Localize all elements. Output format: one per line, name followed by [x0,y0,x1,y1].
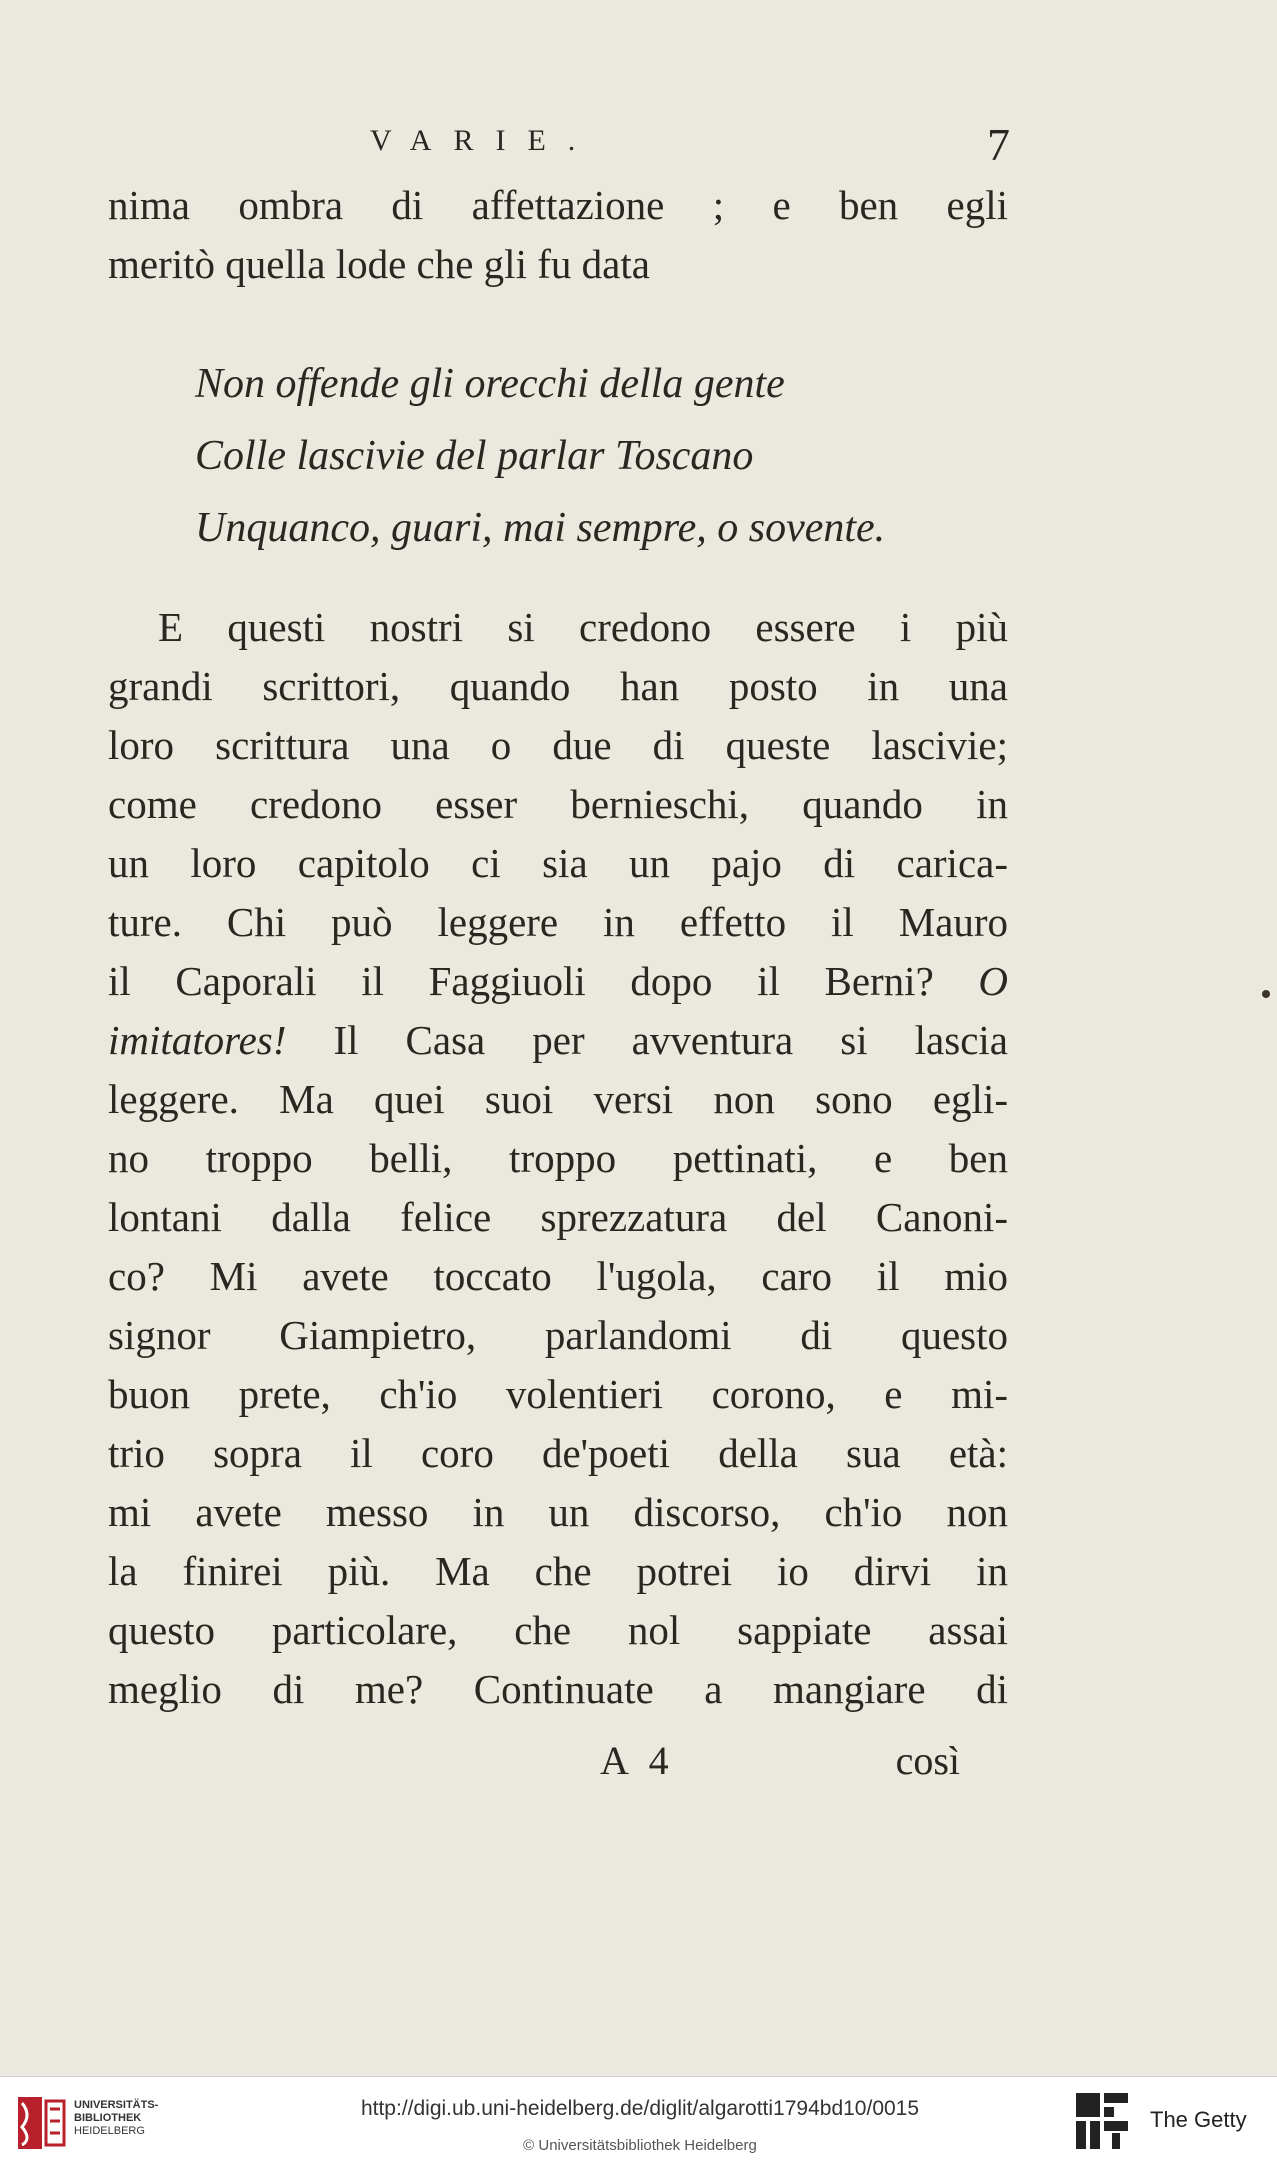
copyright-notice: © Universitätsbibliothek Heidelberg [523,2137,757,2154]
text-line: trio sopra il coro de'poeti della sua età: [108,1430,1008,1476]
text-line: nima ombra di affettazione ; e ben egli [108,182,1008,228]
verse-line: Unquanco, guari, mai sempre, o sovente. [195,505,886,551]
text-line: no troppo belli, troppo pettinati, e ben [108,1135,1008,1181]
permalink[interactable]: http://digi.ub.uni-heidelberg.de/diglit/algarotti1794bd10/0015 [360,2097,920,2120]
text-line: signor Giampietro, parlandomi di questo [108,1312,1008,1358]
text-line-with-italic [108,952,1008,1011]
page-foot [600,1737,960,1797]
verse-line: Colle lascivie del parlar Toscano [195,433,754,479]
paragraph-main [108,598,1008,1719]
university-seal-icon[interactable] [14,2093,70,2153]
verse-line: Non offende gli orecchi della gente [195,361,785,407]
signature-mark: A 4 [600,1738,675,1783]
institution-line: BIBLIOTHEK [74,2112,142,2124]
text-line: un loro capitolo ci sia un pajo di carica- [108,840,1008,886]
text-line: questo particolare, che nol sappiate assai [108,1607,1008,1653]
institution-line: UNIVERSITÄTS- [74,2099,159,2111]
text-line: grandi scrittori, quando han posto in una [108,663,1008,709]
running-head: VARIE. [370,124,598,157]
text-line: leggere. Ma quei suoi versi non sono egli- [108,1076,1008,1122]
text-line: la finirei più. Ma che potrei io dirvi in [108,1548,1008,1594]
text-segment: il Caporali il Faggiuoli dopo il Berni? [108,958,979,1004]
institution-name[interactable] [74,2099,158,2138]
text-line: loro scrittura una o due di queste lascivie; [108,722,1008,768]
partner-name[interactable]: The Getty [1150,2107,1247,2132]
text-line: meglio di me? Continuate a mangiare di [108,1666,1008,1712]
text-line: co? Mi avete toccato l'ugola, caro il mio [108,1253,1008,1299]
page-header [370,118,1010,178]
page-number: 7 [987,119,1010,170]
text-line: buon prete, ch'io volentieri corono, e mi- [108,1371,1008,1417]
text-line: come credono esser bernieschi, quando in [108,781,1008,827]
italic-segment: imitatores! [108,1017,287,1063]
text-line: meritò quella lode che gli fu data [108,241,650,287]
catchword: così [895,1738,960,1783]
text-line-with-italic [108,1011,1008,1070]
text-line: E questi nostri si credono essere i più [158,604,1008,650]
text-line: ture. Chi può leggere in effetto il Mauro [108,899,1008,945]
italic-segment: O [978,958,1008,1004]
paragraph-continuation [108,176,1008,294]
getty-logo-icon[interactable] [1074,2091,1130,2153]
institution-line: HEIDELBERG [74,2125,145,2137]
viewer-footer [0,2076,1277,2168]
ink-speck [1262,990,1270,998]
verse-quotation [195,348,885,564]
text-line: mi avete messo in un discorso, ch'io non [108,1489,1008,1535]
text-segment: Il Casa per avventura si lascia [286,1017,1008,1063]
text-line: lontani dalla felice sprezzatura del Canoni- [108,1194,1008,1240]
